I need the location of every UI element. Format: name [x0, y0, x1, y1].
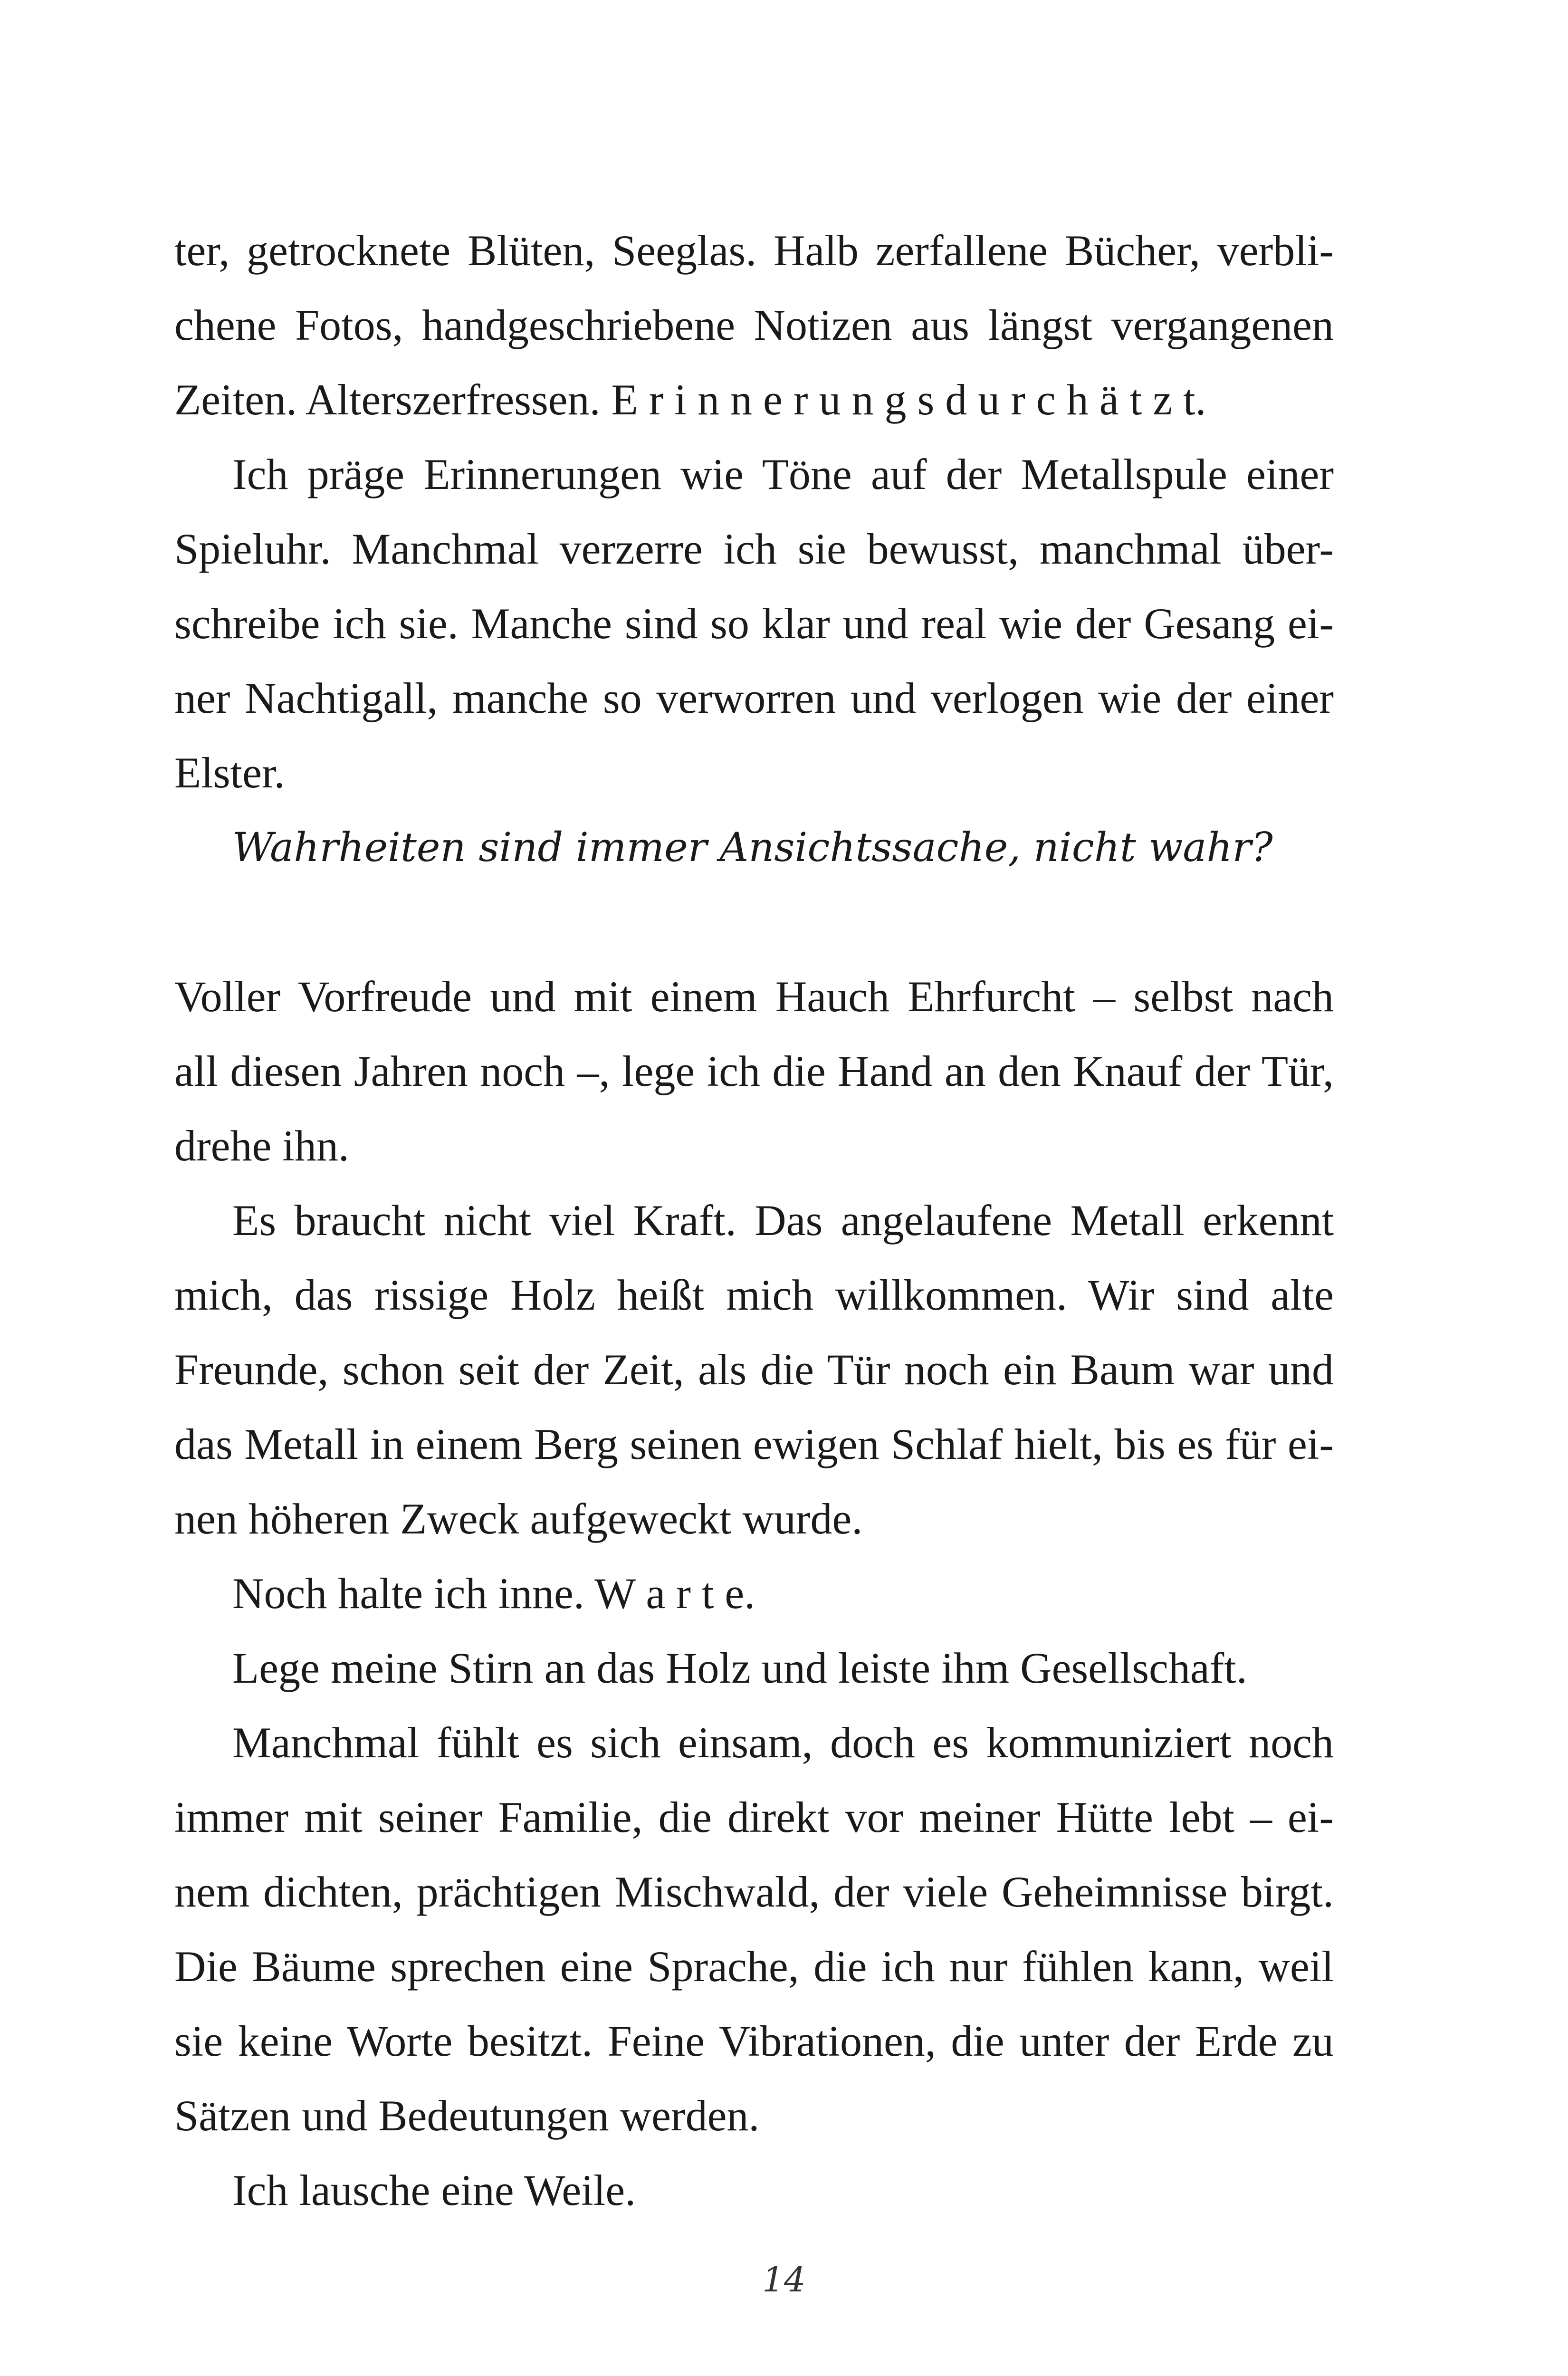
- text-line: ter, getrocknete Blüten, Seeglas. Halb zerfallene Bücher, verbli-: [174, 226, 1334, 275]
- text-line: drehe ihn.: [174, 1121, 349, 1170]
- text-line: nem dichten, prächtigen Mischwald, der viele Geheimnisse birgt.: [174, 1868, 1334, 1916]
- text-line: chene Fotos, handgeschriebene Notizen aus längst vergangenen: [174, 301, 1334, 349]
- text-line: Ich lausche eine Weile.: [232, 2166, 636, 2214]
- text-line: Ich präge Erinnerungen wie Töne auf der Metallspule einer: [232, 450, 1334, 498]
- text-line: Voller Vorfreude und mit einem Hauch Ehrfurcht – selbst nach: [174, 972, 1334, 1021]
- text-line: Elster.: [174, 748, 285, 797]
- text-line: Freunde, schon seit der Zeit, als die Tür noch ein Baum war und: [174, 1345, 1334, 1394]
- text-line: Noch halte ich inne. W a r t e.: [232, 1569, 755, 1618]
- text-line: Es braucht nicht viel Kraft. Das angelaufene Metall erkennt: [232, 1196, 1334, 1245]
- text-line: ner Nachtigall, manche so verworren und verlogen wie der einer: [174, 674, 1334, 722]
- italic-line: Wahrheiten sind immer Ansichtssache, nicht wahr?: [232, 824, 1273, 871]
- section-break: [174, 885, 1334, 959]
- body-text-part1: [174, 213, 1334, 2228]
- text-line: nen höheren Zweck aufgeweckt wurde.: [174, 1495, 863, 1543]
- text-line: all diesen Jahren noch –, lege ich die Hand an den Knauf der Tür,: [174, 1047, 1334, 1095]
- text-line: Die Bäume sprechen eine Sprache, die ich nur fühlen kann, weil: [174, 1942, 1334, 1991]
- text-line: sie keine Worte besitzt. Feine Vibrationen, die unter der Erde zu: [174, 2017, 1334, 2065]
- text-line: Sätzen und Bedeutungen werden.: [174, 2091, 760, 2140]
- text-line: Zeiten. Alterszerfressen. E r i n n e r u n g s d u r c h ä t z t.: [174, 375, 1206, 424]
- text-line: schreibe ich sie. Manche sind so klar und real wie der Gesang ei-: [174, 599, 1334, 648]
- text-line: Spieluhr. Manchmal verzerre ich sie bewusst, manchmal über-: [174, 525, 1334, 573]
- text-line: Manchmal fühlt es sich einsam, doch es kommuniziert noch: [232, 1718, 1334, 1767]
- text-line: Lege meine Stirn an das Holz und leiste ihm Gesellschaft.: [232, 1644, 1247, 1692]
- text-line: mich, das rissige Holz heißt mich willkommen. Wir sind alte: [174, 1271, 1334, 1319]
- page-number: 14: [762, 2260, 806, 2299]
- text-line: das Metall in einem Berg seinen ewigen Schlaf hielt, bis es für ei-: [174, 1420, 1334, 1468]
- text-line: immer mit seiner Familie, die direkt vor meiner Hütte lebt – ei-: [174, 1793, 1334, 1841]
